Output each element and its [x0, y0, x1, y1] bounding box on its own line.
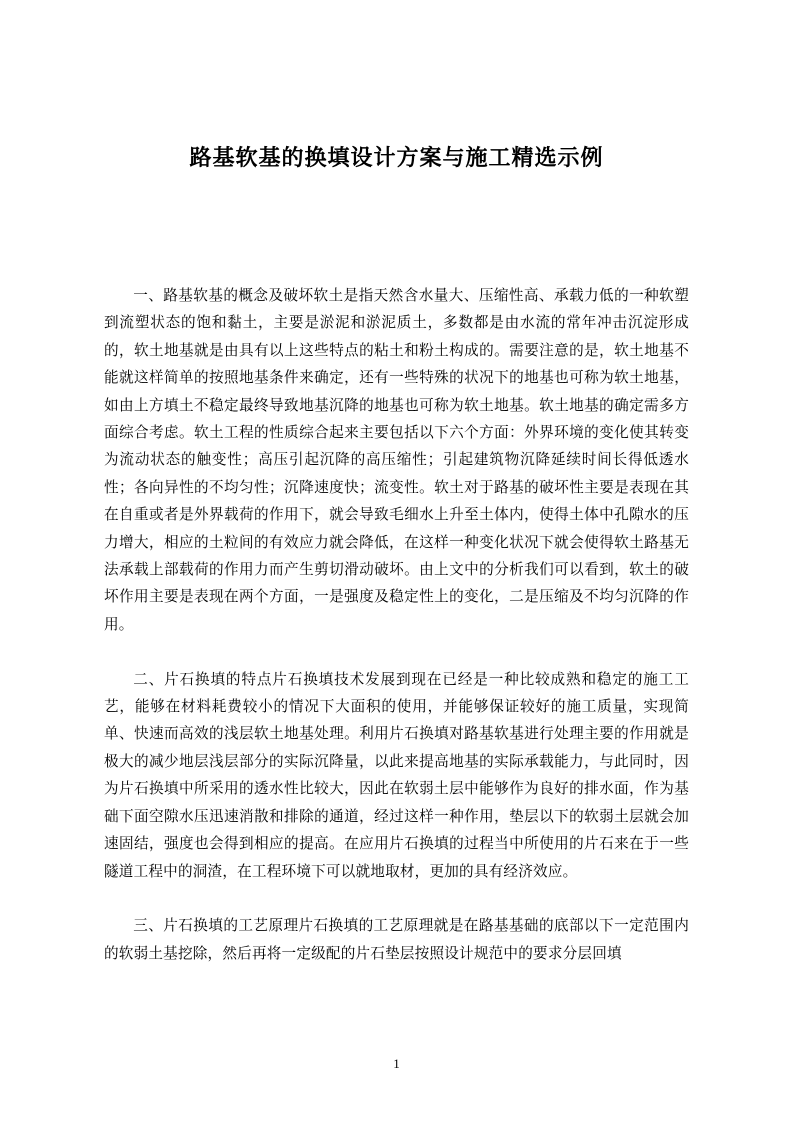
paragraph-2: 二、片石换填的特点片石换填技术发展到现在已经是一种比较成熟和稳定的施工工艺，能够在材料耗费较小的情况下大面积的使用，并能够保证较好的施工质量，实现简单、快速而高效的浅层软土地基处理。利用片石换填对路基软基进行处理主要的作用就是极大的减少地层浅层部分的实际沉降量，以此来提高地基的实际承载能力，与此同时，因为片石换填中所采用的透水性比较大，因此在软弱土层中能够作为良好的排水面，作为基础下面空隙水压迅速消散和排除的通道，经过这样一种作用，垫层以下的软弱土层就会加速固结，强度也会得到相应的提高。在应用片石换填的过程当中所使用的片石来在于一些隧道工程中的洞渣，在工程环境下可以就地取材，更加的具有经济效应。: [104, 671, 689, 880]
paragraph-1: 一、路基软基的概念及破坏软土是指天然含水量大、压缩性高、承载力低的一种软塑到流塑状态的饱和黏土，主要是淤泥和淤泥质土，多数都是由水流的常年冲击沉淀形成的，软土地基就是由具有以上这些特点的粘土和粉土构成的。需要注意的是，软土地基不能就这样简单的按照地基条件来确定，还有一些特殊的状况下的地基也可称为软土地基，如由上方填土不稳定最终导致地基沉降的地基也可称为软土地基。软土地基的确定需多方面综合考虑。软土工程的性质综合起来主要包括以下六个方面：外界环境的变化使其转变为流动状态的触变性；高压引起沉降的高压缩性；引起建筑物沉降延续时间长得低透水性；各向异性的不均匀性；沉降速度快；流变性。软土对于路基的破坏性主要是表现在其在自重或者是外界载荷的作用下，就会导致毛细水上升至土体内，使得土体中孔隙水的压力增大，相应的土粒间的有效应力就会降低，在这样一种变化状况下就会使得软土路基无法承载上部载荷的作用力而产生剪切滑动破坏。由上文中的分析我们可以看到，软土的破坏作用主要是表现在两个方面，一是强度及稳定性上的变化，二是压缩及不均匀沉降的作用。: [104, 288, 689, 633]
page-number: 1: [393, 1056, 400, 1071]
paragraph-3: 三、片石换填的工艺原理片石换填的工艺原理就是在路基基础的底部以下一定范围内的软弱土基挖除，然后再将一定级配的片石垫层按照设计规范中的要求分层回填: [104, 918, 689, 962]
document-body: [104, 283, 689, 996]
document-title: 路基软基的换填设计方案与施工精选示例: [189, 145, 604, 170]
